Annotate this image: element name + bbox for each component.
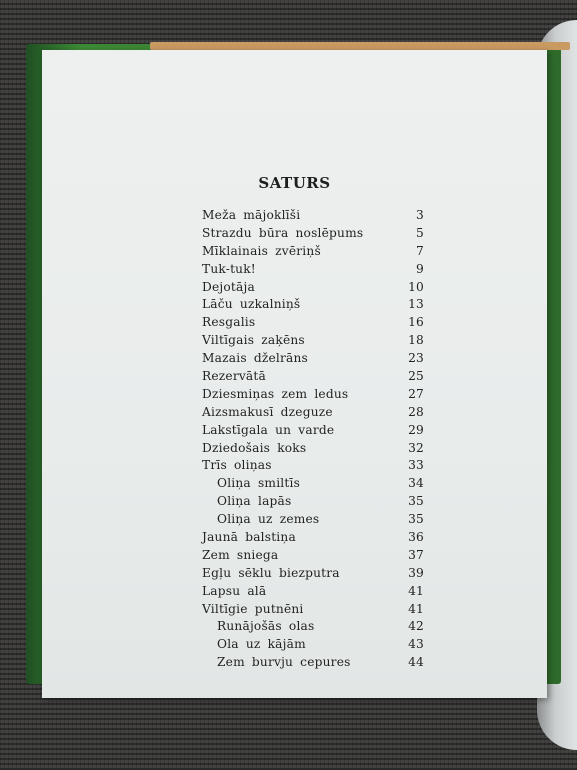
toc-entry <box>202 225 424 243</box>
toc-entry-page: 9 <box>416 261 424 276</box>
toc-entry-page: 39 <box>408 565 424 580</box>
toc-entry-page: 18 <box>408 333 424 348</box>
toc-entry-page: 32 <box>408 440 424 455</box>
toc-entry-title: Aizsmakusī dzeguze <box>202 404 333 419</box>
toc-entry-page: 35 <box>408 512 424 527</box>
toc-entry-title: Runājošās olas <box>217 619 315 634</box>
toc-entry <box>202 404 424 422</box>
toc-entry <box>202 618 424 636</box>
toc-entry-title: Lapsu alā <box>202 583 267 598</box>
toc-entry-title: Tuk-tuk! <box>202 261 256 276</box>
toc-entry-title: Strazdu būra noslēpums <box>202 225 364 240</box>
toc-entry <box>202 279 424 297</box>
toc-entry-title: Lakstīgala un varde <box>202 422 335 437</box>
toc-entry-page: 5 <box>416 225 424 240</box>
toc-entry <box>202 440 424 458</box>
toc-entry-title: Zem burvju cepures <box>217 655 351 670</box>
toc-entry <box>202 636 424 654</box>
toc-entry-title: Mīklainais zvēriņš <box>202 243 321 258</box>
toc-entry-page: 42 <box>408 619 424 634</box>
toc-entry-page: 41 <box>408 601 424 616</box>
toc-entry-page: 36 <box>408 530 424 545</box>
toc-entry-page: 16 <box>408 315 424 330</box>
toc-entry <box>202 386 424 404</box>
toc-entry-page: 23 <box>408 351 424 366</box>
toc-entry-page: 33 <box>408 458 424 473</box>
toc-entry-title: Dejotāja <box>202 279 255 294</box>
toc-entry-page: 27 <box>408 386 424 401</box>
toc-entry <box>202 350 424 368</box>
toc-entry-title: Jaunā balstiņa <box>202 530 296 545</box>
toc-entry-title: Lāču uzkalniņš <box>202 297 301 312</box>
toc-entry <box>202 457 424 475</box>
toc-entry-page: 41 <box>408 583 424 598</box>
toc-entry-title: Resgalis <box>202 315 256 330</box>
toc-entry <box>202 332 424 350</box>
toc-entry-title: Oliņa uz zemes <box>217 512 320 527</box>
book-page <box>42 50 547 698</box>
toc-entry <box>202 296 424 314</box>
toc-entry <box>202 654 424 672</box>
toc-entry-page: 34 <box>408 476 424 491</box>
toc-entry <box>202 511 424 529</box>
toc-entry-title: Trīs oliņas <box>202 458 272 473</box>
toc-entry-title: Viltīgie putnēni <box>202 601 304 616</box>
toc-entry-page: 13 <box>408 297 424 312</box>
toc-entry-page: 28 <box>408 404 424 419</box>
toc-entry <box>202 583 424 601</box>
toc-entry-title: Viltīgais zaķēns <box>202 333 305 348</box>
toc-entry-page: 10 <box>408 279 424 294</box>
toc-entry <box>202 422 424 440</box>
toc-entry-title: Meža mājoklīši <box>202 208 301 222</box>
toc-entry-title: Mazais dželrāns <box>202 351 308 366</box>
toc-entry-page: 35 <box>408 494 424 509</box>
toc-entry <box>202 529 424 547</box>
toc-entry-title: Oliņa smiltīs <box>217 476 301 491</box>
table-of-contents <box>202 207 424 672</box>
toc-entry <box>202 493 424 511</box>
toc-entry <box>202 368 424 386</box>
toc-entry-title: Ola uz kājām <box>217 637 306 652</box>
toc-entry <box>202 261 424 279</box>
toc-entry-page: 3 <box>416 208 424 222</box>
toc-entry-page: 37 <box>408 547 424 562</box>
toc-entry-page: 43 <box>408 637 424 652</box>
cover-edge <box>150 42 570 50</box>
toc-entry-title: Zem sniega <box>202 547 279 562</box>
toc-entry-title: Oliņa lapās <box>217 494 292 509</box>
toc-entry-title: Dziesmiņas zem ledus <box>202 386 349 401</box>
toc-entry <box>202 314 424 332</box>
toc-entry-page: 44 <box>408 655 424 670</box>
toc-entry <box>202 207 424 225</box>
toc-entry-title: Dziedošais koks <box>202 440 307 455</box>
toc-entry <box>202 547 424 565</box>
toc-entry-page: 7 <box>416 243 424 258</box>
toc-entry-title: Egļu sēklu biezputra <box>202 565 340 580</box>
toc-entry <box>202 475 424 493</box>
toc-entry-page: 25 <box>408 369 424 384</box>
toc-entry <box>202 601 424 619</box>
toc-entry <box>202 565 424 583</box>
toc-entry-page: 29 <box>408 422 424 437</box>
toc-entry <box>202 243 424 261</box>
toc-entry-title: Rezervātā <box>202 369 266 384</box>
page-title: SATURS <box>258 174 331 192</box>
